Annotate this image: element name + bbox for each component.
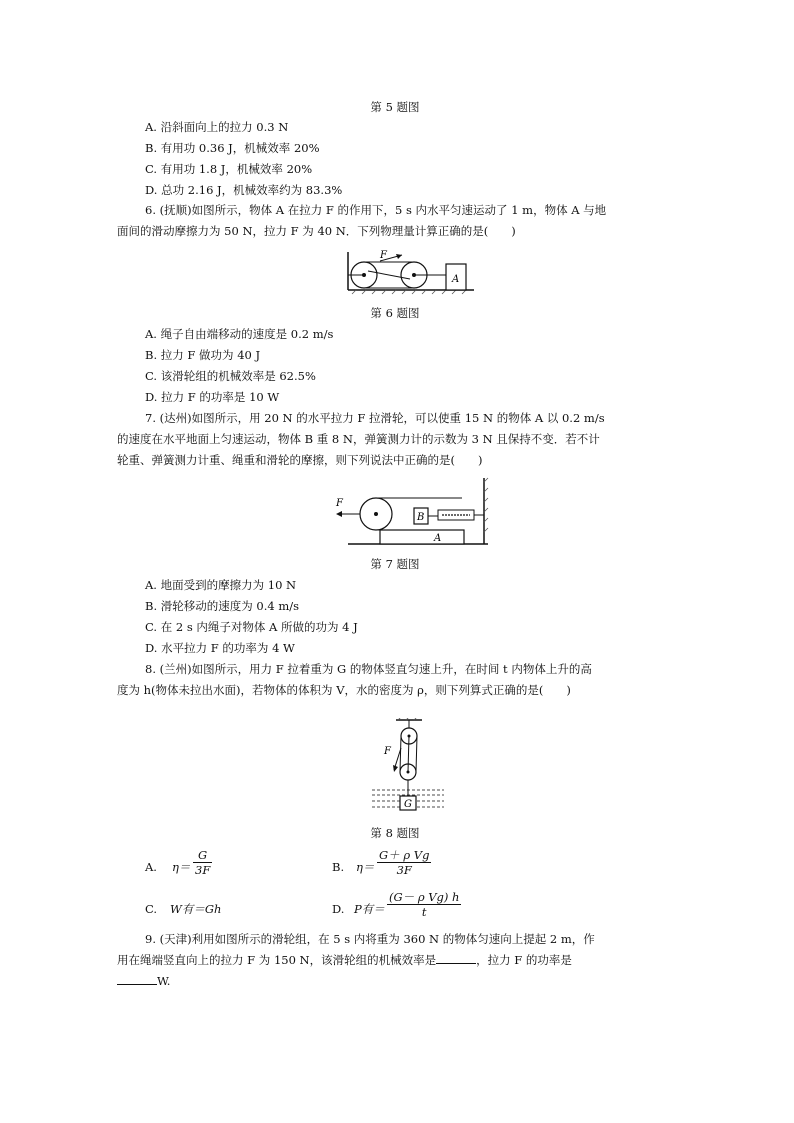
q7-option-a: A. 地面受到的摩擦力为 10 N (145, 578, 297, 592)
q8-block-label: G (404, 799, 412, 810)
q8-option-d-label: D. (332, 902, 345, 916)
q8-option-b-label: B. (332, 860, 345, 874)
q7-stem-line3: 轮重、弹簧测力计重、绳重和滑轮的摩擦，则下列说法中正确的是( ) (117, 453, 483, 467)
q8-option-a-lhs: η＝ (172, 860, 191, 874)
q6-figure-caption: 第 6 题图 (370, 306, 420, 320)
q8-option-c-expr: W有＝Gh (170, 902, 222, 916)
q8-stem-line1: 8. (兰州)如图所示，用力 F 拉着重为 G 的物体竖直匀速上升，在时间 t 内物体上升的高 (145, 662, 592, 676)
q8-figure-caption: 第 8 题图 (370, 826, 420, 840)
q5-option-b: B. 有用功 0.36 J，机械效率 20% (145, 141, 320, 155)
q7-stem-line2: 的速度在水平地面上匀速运动，物体 B 重 8 N，弹簧测力计的示数为 3 N 且保持不变．若不计 (117, 432, 600, 446)
q5-option-c: C. 有用功 1.8 J，机械效率 20% (145, 162, 313, 176)
q8-option-d-lhs: P有＝ (354, 902, 385, 916)
q7-force-label: F (336, 498, 343, 509)
q9-stem-line3-part-b: W. (157, 974, 171, 988)
q7-option-c: C. 在 2 s 内绳子对物体 A 所做的功为 4 J (145, 620, 358, 634)
q7-option-d: D. 水平拉力 F 的功率为 4 W (145, 641, 295, 655)
q9-stem-line3 (117, 974, 170, 989)
q6-block-label: A (452, 274, 460, 285)
q8-option-c-label: C. (145, 902, 158, 916)
q6-stem-line2: 面间的滑动摩擦力为 50 N，拉力 F 为 40 N．下列物理量计算正确的是( ) (117, 224, 516, 238)
q8-option-b-numerator: G＋ ρ Vg (379, 848, 430, 862)
q8-option-b-lhs: η＝ (356, 860, 375, 874)
q8-option-a-numerator: G (198, 848, 208, 862)
q9-stem-line2 (117, 953, 572, 968)
q6-option-b: B. 拉力 F 做功为 40 J (145, 348, 261, 362)
q7-option-b: B. 滑轮移动的速度为 0.4 m/s (145, 599, 300, 613)
q8-stem-line2: 度为 h(物体未拉出水面)，若物体的体积为 V，水的密度为 ρ，则下列算式正确的是( ) (117, 683, 571, 697)
q8-option-d-denominator: t (387, 904, 461, 919)
q8-option-a-label: A. (145, 860, 157, 874)
q6-stem-line1: 6. (抚顺)如图所示，物体 A 在拉力 F 的作用下，5 s 内水平匀速运动了 1 m，物体 A 与地 (145, 203, 607, 217)
q8-option-a-denominator: 3F (195, 863, 211, 877)
q6-option-d: D. 拉力 F 的功率是 10 W (145, 390, 280, 404)
q7-figure (330, 474, 490, 550)
q9-stem-line1: 9. (天津)利用如图所示的滑轮组，在 5 s 内将重为 360 N 的物体匀速向上提起 2 m，作 (145, 932, 595, 946)
q9-answer-blank-efficiency[interactable] (436, 953, 476, 964)
q8-option-a-fraction (193, 848, 212, 877)
q6-option-a: A. 绳子自由端移动的速度是 0.2 m/s (145, 327, 334, 341)
q8-option-b-fraction (377, 848, 431, 877)
q7-stem-line1: 7. (达州)如图所示，用 20 N 的水平拉力 F 拉滑轮，可以使重 15 N 的物体 A 以 0.2 m/s (145, 411, 605, 425)
q9-stem-line2-part-b: ，拉力 F 的功率是 (476, 953, 572, 967)
q9-answer-blank-power[interactable] (117, 974, 157, 985)
q5-figure-caption: 第 5 题图 (370, 100, 420, 114)
q9-stem-line2-part-a: 用在绳端竖直向上的拉力 F 为 150 N，该滑轮组的机械效率是 (117, 953, 437, 967)
q5-option-d: D. 总功 2.16 J，机械效率约为 83.3% (145, 183, 343, 197)
q6-option-c: C. 该滑轮组的机械效率是 62.5% (145, 369, 316, 383)
q6-figure (342, 248, 477, 298)
q7-block-b-label: B (417, 512, 425, 523)
q8-figure (368, 718, 448, 818)
q8-option-d-numerator: (G－ ρ Vg) h (389, 890, 460, 904)
q8-option-d-fraction (387, 890, 461, 919)
q8-option-b-denominator: 3F (377, 862, 431, 877)
q6-force-label: F (380, 250, 387, 261)
q8-force-label: F (384, 746, 391, 757)
q5-option-a: A. 沿斜面向上的拉力 0.3 N (145, 120, 289, 134)
q7-figure-caption: 第 7 题图 (370, 557, 420, 571)
q7-block-a-label: A (434, 533, 442, 544)
